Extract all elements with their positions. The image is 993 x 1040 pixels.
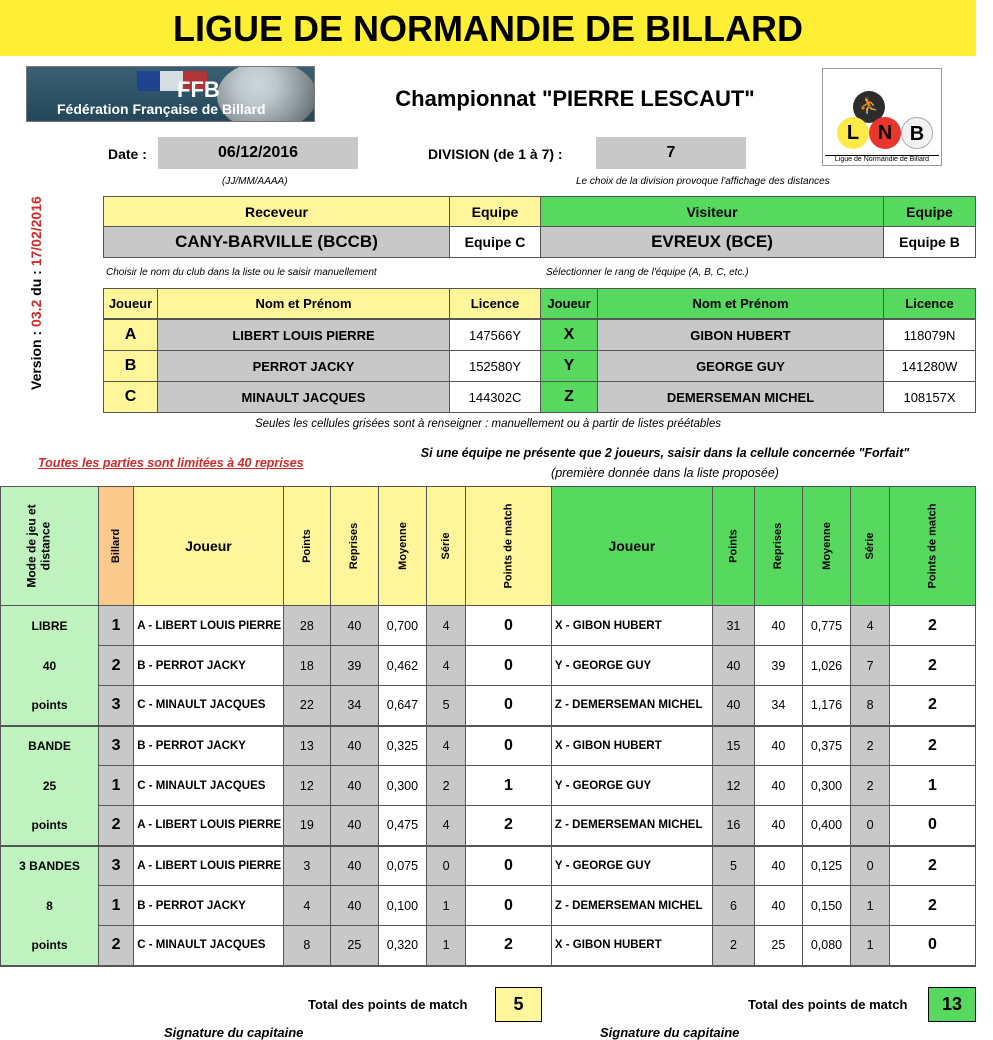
away-player[interactable]: X - GIBON HUBERT: [551, 926, 712, 966]
away-total-value: 13: [928, 987, 976, 1022]
table-row: [1, 806, 976, 846]
home-serie-header: Série: [427, 487, 466, 606]
billard-number[interactable]: 1: [99, 886, 134, 926]
home-points-header: Points: [283, 487, 330, 606]
away-moyenne: 1,026: [802, 646, 851, 686]
division-field[interactable]: 7: [596, 137, 746, 169]
home-serie[interactable]: 1: [427, 926, 466, 966]
version-mid: du :: [28, 266, 44, 300]
away-points-match: 2: [890, 646, 976, 686]
away-player-name[interactable]: GEORGE GUY: [597, 350, 884, 382]
table-row: [1, 606, 976, 646]
away-player-code: Z: [540, 381, 598, 413]
away-player[interactable]: X - GIBON HUBERT: [551, 726, 712, 766]
mode-unit: points: [1, 806, 99, 846]
away-points-match: 1: [890, 766, 976, 806]
away-team-field[interactable]: Equipe B: [883, 226, 976, 258]
home-points-match: 0: [465, 726, 551, 766]
home-player[interactable]: A - LIBERT LOUIS PIERRE: [134, 606, 283, 646]
home-player[interactable]: C - MINAULT JACQUES: [134, 766, 283, 806]
home-player[interactable]: B - PERROT JACKY: [134, 646, 283, 686]
away-moyenne: 0,080: [802, 926, 851, 966]
away-points[interactable]: 12: [712, 766, 754, 806]
home-points[interactable]: 12: [283, 766, 330, 806]
home-reprises[interactable]: 40: [331, 806, 378, 846]
home-serie[interactable]: 4: [427, 806, 466, 846]
division-label: DIVISION (de 1 à 7) :: [428, 146, 563, 162]
away-points[interactable]: 2: [712, 926, 754, 966]
home-player[interactable]: A - LIBERT LOUIS PIERRE: [134, 806, 283, 846]
home-moyenne: 0,300: [378, 766, 427, 806]
lnb-logo: [822, 68, 942, 166]
home-player[interactable]: B - PERROT JACKY: [134, 726, 283, 766]
away-serie[interactable]: 0: [851, 846, 890, 886]
table-row: [1, 646, 976, 686]
home-points-match: 0: [465, 606, 551, 646]
championship-title: Championnat "PIERRE LESCAUT": [395, 86, 755, 111]
visiteur-header: Visiteur: [540, 196, 884, 227]
away-player[interactable]: Z - DEMERSEMAN MICHEL: [551, 886, 712, 926]
date-field[interactable]: 06/12/2016: [158, 137, 358, 169]
home-serie[interactable]: 0: [427, 846, 466, 886]
home-serie[interactable]: 4: [427, 726, 466, 766]
away-points[interactable]: 16: [712, 806, 754, 846]
billard-number[interactable]: 3: [99, 846, 134, 886]
home-total-label: Total des points de match: [308, 997, 468, 1012]
home-moyenne: 0,700: [378, 606, 427, 646]
away-reprises[interactable]: 25: [755, 926, 802, 966]
home-points[interactable]: 19: [283, 806, 330, 846]
home-team-field[interactable]: Equipe C: [449, 226, 541, 258]
away-reprises[interactable]: 39: [755, 646, 802, 686]
home-club-hint: Choisir le nom du club dans la liste ou le saisir manuellement: [106, 267, 377, 278]
mode-distance: 8: [1, 886, 99, 926]
away-reprises[interactable]: 34: [755, 686, 802, 726]
away-joueur-col-header: Joueur: [551, 487, 712, 606]
home-player[interactable]: C - MINAULT JACQUES: [134, 686, 283, 726]
home-points[interactable]: 13: [283, 726, 330, 766]
home-moyenne: 0,325: [378, 726, 427, 766]
results-table: [0, 486, 976, 967]
away-serie[interactable]: 0: [851, 806, 890, 846]
away-points[interactable]: 6: [712, 886, 754, 926]
home-moyenne: 0,462: [378, 646, 427, 686]
home-points-match-header: Points de match: [465, 487, 551, 606]
home-player-name[interactable]: PERROT JACKY: [157, 350, 450, 382]
home-licence-header: Licence: [449, 288, 541, 319]
away-team-hint: Sélectionner le rang de l'équipe (A, B, C, etc.): [546, 267, 749, 278]
home-player[interactable]: B - PERROT JACKY: [134, 886, 283, 926]
home-signature-label: Signature du capitaine: [164, 1025, 304, 1040]
home-moyenne: 0,320: [378, 926, 427, 966]
away-serie[interactable]: 4: [851, 606, 890, 646]
lnb-letter-n: N: [869, 117, 901, 149]
away-points[interactable]: 5: [712, 846, 754, 886]
away-serie[interactable]: 1: [851, 886, 890, 926]
table-row: [1, 686, 976, 726]
away-moyenne: 0,375: [802, 726, 851, 766]
ffb-logo-long: Fédération Française de Billard: [57, 101, 266, 117]
away-points[interactable]: 40: [712, 646, 754, 686]
billard-number[interactable]: 3: [99, 726, 134, 766]
away-total-label: Total des points de match: [748, 997, 908, 1012]
away-joueur-header: Joueur: [540, 288, 598, 319]
receveur-header: Receveur: [103, 196, 450, 227]
away-points-header: Points: [712, 487, 754, 606]
away-serie[interactable]: 1: [851, 926, 890, 966]
away-moyenne-header: Moyenne: [802, 487, 851, 606]
lnb-letter-b: B: [901, 117, 933, 149]
lnb-logo-caption: Ligue de Normandie de Billard: [825, 155, 939, 163]
away-serie-header: Série: [851, 487, 890, 606]
home-points[interactable]: 3: [283, 846, 330, 886]
home-moyenne-header: Moyenne: [378, 487, 427, 606]
home-points-match: 0: [465, 646, 551, 686]
away-moyenne: 1,176: [802, 686, 851, 726]
mode-unit: points: [1, 926, 99, 966]
billard-header: Billard: [99, 487, 134, 606]
away-player[interactable]: Y - GEORGE GUY: [551, 766, 712, 806]
away-reprises[interactable]: 40: [755, 886, 802, 926]
home-moyenne: 0,475: [378, 806, 427, 846]
home-player-code: B: [103, 350, 158, 382]
away-player[interactable]: Y - GEORGE GUY: [551, 646, 712, 686]
away-points-match: 2: [890, 886, 976, 926]
away-reprises[interactable]: 40: [755, 766, 802, 806]
away-serie[interactable]: 7: [851, 646, 890, 686]
home-reprises[interactable]: 40: [331, 606, 378, 646]
away-serie[interactable]: 2: [851, 766, 890, 806]
home-reprises[interactable]: 40: [331, 726, 378, 766]
home-reprises[interactable]: 25: [331, 926, 378, 966]
home-points[interactable]: 8: [283, 926, 330, 966]
home-reprises[interactable]: 39: [331, 646, 378, 686]
away-reprises[interactable]: 40: [755, 606, 802, 646]
away-player-name[interactable]: GIBON HUBERT: [597, 319, 884, 351]
home-player-name[interactable]: MINAULT JACQUES: [157, 381, 450, 413]
home-team-header: Equipe: [449, 196, 541, 227]
table-row: [1, 846, 976, 886]
mode-distance: 25: [1, 766, 99, 806]
away-moyenne: 0,125: [802, 846, 851, 886]
table-row: [1, 726, 976, 766]
away-moyenne: 0,150: [802, 886, 851, 926]
division-hint: Le choix de la division provoque l'affichage des distances: [576, 176, 830, 187]
home-player-licence[interactable]: 144302C: [449, 381, 541, 413]
forfait-subnote: (première donnée dans la liste proposée): [551, 466, 779, 480]
limit-note: Toutes les parties sont limitées à 40 reprises: [38, 456, 304, 470]
date-label: Date :: [108, 146, 147, 162]
away-player-licence[interactable]: 108157X: [883, 381, 976, 413]
away-serie[interactable]: 2: [851, 726, 890, 766]
away-points-match-header: Points de match: [890, 487, 976, 606]
home-player[interactable]: C - MINAULT JACQUES: [134, 926, 283, 966]
mode-distance: 40: [1, 646, 99, 686]
home-points-match: 2: [465, 926, 551, 966]
away-player-code: Y: [540, 350, 598, 382]
away-reprises-header: Reprises: [755, 487, 802, 606]
home-player-name[interactable]: LIBERT LOUIS PIERRE: [157, 319, 450, 351]
away-player-code: X: [540, 319, 598, 351]
home-points-match: 0: [465, 686, 551, 726]
away-points-match: 2: [890, 726, 976, 766]
home-player-licence[interactable]: 152580Y: [449, 350, 541, 382]
away-points-match: 0: [890, 806, 976, 846]
away-points-match: 2: [890, 846, 976, 886]
home-points-match: 1: [465, 766, 551, 806]
away-player[interactable]: Z - DEMERSEMAN MICHEL: [551, 686, 712, 726]
table-row: [1, 926, 976, 966]
home-points-match: 0: [465, 846, 551, 886]
billard-number[interactable]: 2: [99, 806, 134, 846]
away-club-field[interactable]: EVREUX (BCE): [540, 226, 884, 258]
ffb-logo: [26, 66, 315, 122]
home-moyenne: 0,647: [378, 686, 427, 726]
grey-cells-note: Seules les cellules grisées sont à renseigner : manuellement ou à partir de listes préétables: [254, 418, 721, 430]
billard-number[interactable]: 1: [99, 606, 134, 646]
home-points-match: 2: [465, 806, 551, 846]
away-points[interactable]: 31: [712, 606, 754, 646]
billard-number[interactable]: 1: [99, 766, 134, 806]
date-hint: (JJ/MM/AAAA): [222, 176, 288, 187]
home-club-field[interactable]: CANY-BARVILLE (BCCB): [103, 226, 450, 258]
away-points-match: 2: [890, 686, 976, 726]
away-nom-header: Nom et Prénom: [597, 288, 884, 319]
away-player[interactable]: Z - DEMERSEMAN MICHEL: [551, 806, 712, 846]
away-moyenne: 0,775: [802, 606, 851, 646]
home-player-licence[interactable]: 147566Y: [449, 319, 541, 351]
mode-name: BANDE: [1, 726, 99, 766]
away-player[interactable]: Y - GEORGE GUY: [551, 846, 712, 886]
home-player[interactable]: A - LIBERT LOUIS PIERRE: [134, 846, 283, 886]
away-player-licence[interactable]: 118079N: [883, 319, 976, 351]
home-moyenne: 0,100: [378, 886, 427, 926]
away-signature-label: Signature du capitaine: [600, 1025, 740, 1040]
home-points-match: 0: [465, 886, 551, 926]
home-serie[interactable]: 2: [427, 766, 466, 806]
away-points[interactable]: 40: [712, 686, 754, 726]
table-row: [1, 766, 976, 806]
home-joueur-col-header: Joueur: [134, 487, 283, 606]
away-points-match: 2: [890, 606, 976, 646]
home-points[interactable]: 28: [283, 606, 330, 646]
home-player-code: C: [103, 381, 158, 413]
version-date: 17/02/2016: [28, 196, 44, 267]
away-reprises[interactable]: 40: [755, 846, 802, 886]
away-reprises[interactable]: 40: [755, 726, 802, 766]
home-reprises-header: Reprises: [331, 487, 378, 606]
billard-number[interactable]: 2: [99, 926, 134, 966]
home-reprises[interactable]: 40: [331, 886, 378, 926]
home-points[interactable]: 4: [283, 886, 330, 926]
home-serie[interactable]: 5: [427, 686, 466, 726]
mode-name: 3 BANDES: [1, 846, 99, 886]
away-moyenne: 0,300: [802, 766, 851, 806]
home-total-value: 5: [495, 987, 542, 1022]
version-label: [28, 196, 48, 390]
home-points[interactable]: 18: [283, 646, 330, 686]
page-title: LIGUE DE NORMANDIE DE BILLARD: [0, 0, 976, 56]
ffb-logo-short: FFB: [177, 77, 220, 102]
billard-number[interactable]: 2: [99, 646, 134, 686]
home-reprises[interactable]: 40: [331, 846, 378, 886]
home-reprises[interactable]: 40: [331, 766, 378, 806]
away-licence-header: Licence: [883, 288, 976, 319]
home-joueur-header: Joueur: [103, 288, 158, 319]
mode-header: Mode de jeu et distance: [1, 487, 99, 606]
mode-unit: points: [1, 686, 99, 726]
home-player-code: A: [103, 319, 158, 351]
away-serie[interactable]: 8: [851, 686, 890, 726]
billard-number[interactable]: 3: [99, 686, 134, 726]
player-pictogram-icon: ⛹: [853, 91, 885, 123]
away-points[interactable]: 15: [712, 726, 754, 766]
home-points[interactable]: 22: [283, 686, 330, 726]
away-reprises[interactable]: 40: [755, 806, 802, 846]
lnb-letter-l: L: [837, 117, 869, 149]
away-player-name[interactable]: DEMERSEMAN MICHEL: [597, 381, 884, 413]
table-row: [1, 886, 976, 926]
away-moyenne: 0,400: [802, 806, 851, 846]
away-player-licence[interactable]: 141280W: [883, 350, 976, 382]
version-prefix: Version :: [28, 326, 44, 390]
home-nom-header: Nom et Prénom: [157, 288, 450, 319]
home-serie[interactable]: 4: [427, 606, 466, 646]
mode-name: LIBRE: [1, 606, 99, 646]
away-player[interactable]: X - GIBON HUBERT: [551, 606, 712, 646]
version-number: 03.2: [28, 299, 44, 327]
away-team-header: Equipe: [883, 196, 976, 227]
away-points-match: 0: [890, 926, 976, 966]
home-serie[interactable]: 4: [427, 646, 466, 686]
forfait-note: Si une équipe ne présente que 2 joueurs, saisir dans la cellule concernée "Forfait": [420, 446, 910, 460]
home-serie[interactable]: 1: [427, 886, 466, 926]
home-reprises[interactable]: 34: [331, 686, 378, 726]
home-moyenne: 0,075: [378, 846, 427, 886]
